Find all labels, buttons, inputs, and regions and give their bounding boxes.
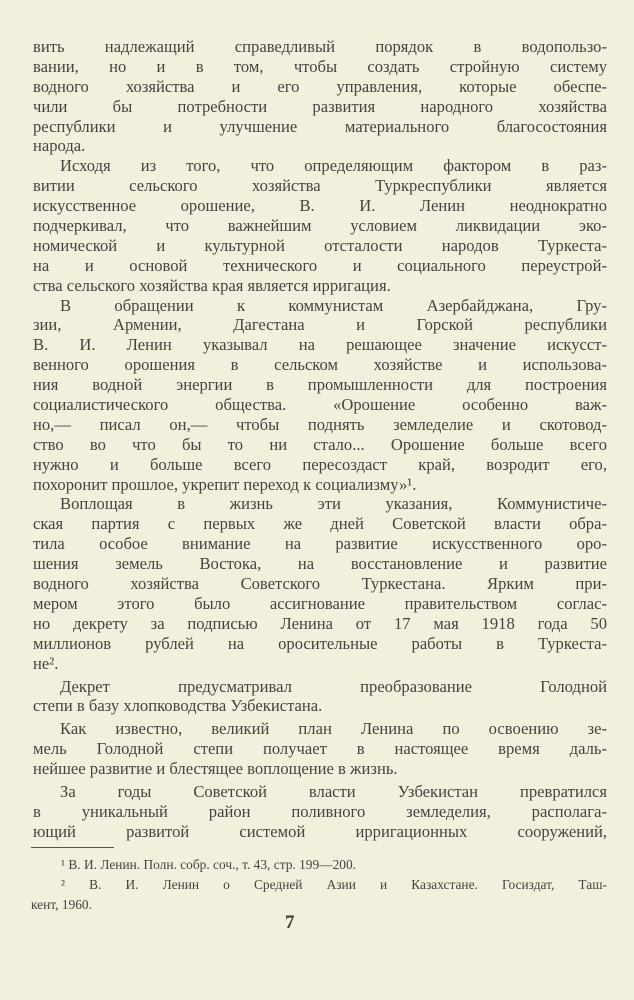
page-number: 7 <box>285 912 295 933</box>
text-line: тила особое внимание на развитие искусственного оро- <box>33 534 607 554</box>
footnote-line: ¹ В. И. Ленин. Полн. собр. соч., т. 43, стр. 199—200. <box>61 857 357 872</box>
text-line: ства сельского хозяйства края является ирригация. <box>33 275 391 295</box>
text-line: социалистического общества. «Орошение особенно важ- <box>33 395 607 415</box>
text-line: вить надлежащий справедливый порядок в водопользо- <box>33 37 607 56</box>
text-line: витии сельского хозяйства Туркреспублики является <box>33 176 607 196</box>
footnote-line: ² В. И. Ленин о Средней Азии и Казахстане. Госиздат, Таш- <box>61 877 607 892</box>
text-line: ния водной энергии в промышленности для построения <box>33 375 607 395</box>
text-line: мером этого было ассигнование правительством соглас- <box>33 593 607 613</box>
text-line: венного орошения в сельском хозяйстве и использова- <box>33 355 607 375</box>
text-line: вании, но и в том, чтобы создать стройную систему <box>33 56 607 76</box>
text-line: водного хозяйства и его управления, которые обеспе- <box>33 76 607 96</box>
text-line: но,— писал он,— чтобы поднять земледелие и скотовод- <box>33 414 607 434</box>
paragraph <box>33 782 607 842</box>
text-line: ющий развитой системой ирригационных сооружений, <box>33 821 607 841</box>
text-line: подчеркивал, что важнейшим условием ликвидации эко- <box>33 216 607 236</box>
text-line: зии, Армении, Дагестана и Горской республики <box>33 315 607 335</box>
text-line: нейшее развитие и блестящее воплощение в жизнь. <box>33 759 398 779</box>
text-line: чили бы потребности развития народного хозяйства <box>33 96 607 116</box>
text-line: нужно и больше всего пересоздаст край, возродит его, <box>33 454 607 474</box>
paragraph <box>33 37 607 156</box>
text-line: не². <box>33 653 59 673</box>
text-line: народа. <box>33 136 86 156</box>
text-line: миллионов рублей на оросительные работы в Туркеста- <box>33 633 607 653</box>
text-line: на и основой технического и социального переустрой- <box>33 255 607 275</box>
text-line: В. И. Ленин указывал на решающее значение искусст- <box>33 335 607 355</box>
text-line: водного хозяйства Советского Туркестана. Ярким при- <box>33 574 607 594</box>
footnotes <box>31 855 607 915</box>
text-line: но декрету за подписью Ленина от 17 мая 1918 года 50 <box>33 613 607 633</box>
paragraph <box>33 296 607 495</box>
text-line: шения земель Востока, на восстановление и развитие <box>33 554 607 574</box>
text-line: искусственное орошение, В. И. Ленин неоднократно <box>33 196 607 216</box>
text-line: степи в базу хлопководства Узбекистана. <box>33 696 323 716</box>
text-line: ство во что бы то ни стало... Орошение больше всего <box>33 434 607 454</box>
paragraph <box>33 677 607 717</box>
text-line: похоронит прошлое, укрепит переход к социализму»¹. <box>33 474 417 494</box>
footnote-line: кент, 1960. <box>31 897 92 912</box>
text-line: номической и культурной отсталости народов Туркеста- <box>33 235 607 255</box>
paragraph <box>33 719 607 779</box>
text-line: республики и улучшение материального благосостояния <box>33 116 607 136</box>
text-line: Декрет предусматривал преобразование Голодной <box>60 676 607 696</box>
text-line: За годы Советской власти Узбекистан превратился <box>60 781 607 801</box>
text-line: Воплощая в жизнь эти указания, Коммунистиче- <box>60 494 607 514</box>
text-line: Исходя из того, что определяющим фактором в раз- <box>60 156 607 176</box>
text-line: в уникальный район поливного земледелия, располага- <box>33 801 607 821</box>
paragraph <box>33 156 607 295</box>
text-line: ская партия с первых же дней Советской власти обра- <box>33 514 607 534</box>
text-line: Как известно, великий план Ленина по освоению зе- <box>60 719 607 739</box>
text-line: В обращении к коммунистам Азербайджана, Гру- <box>60 295 607 315</box>
footnote-divider <box>31 847 114 848</box>
text-line: мель Голодной степи получает в настоящее время даль- <box>33 739 607 759</box>
body-text <box>33 37 607 842</box>
paragraph <box>33 494 607 673</box>
